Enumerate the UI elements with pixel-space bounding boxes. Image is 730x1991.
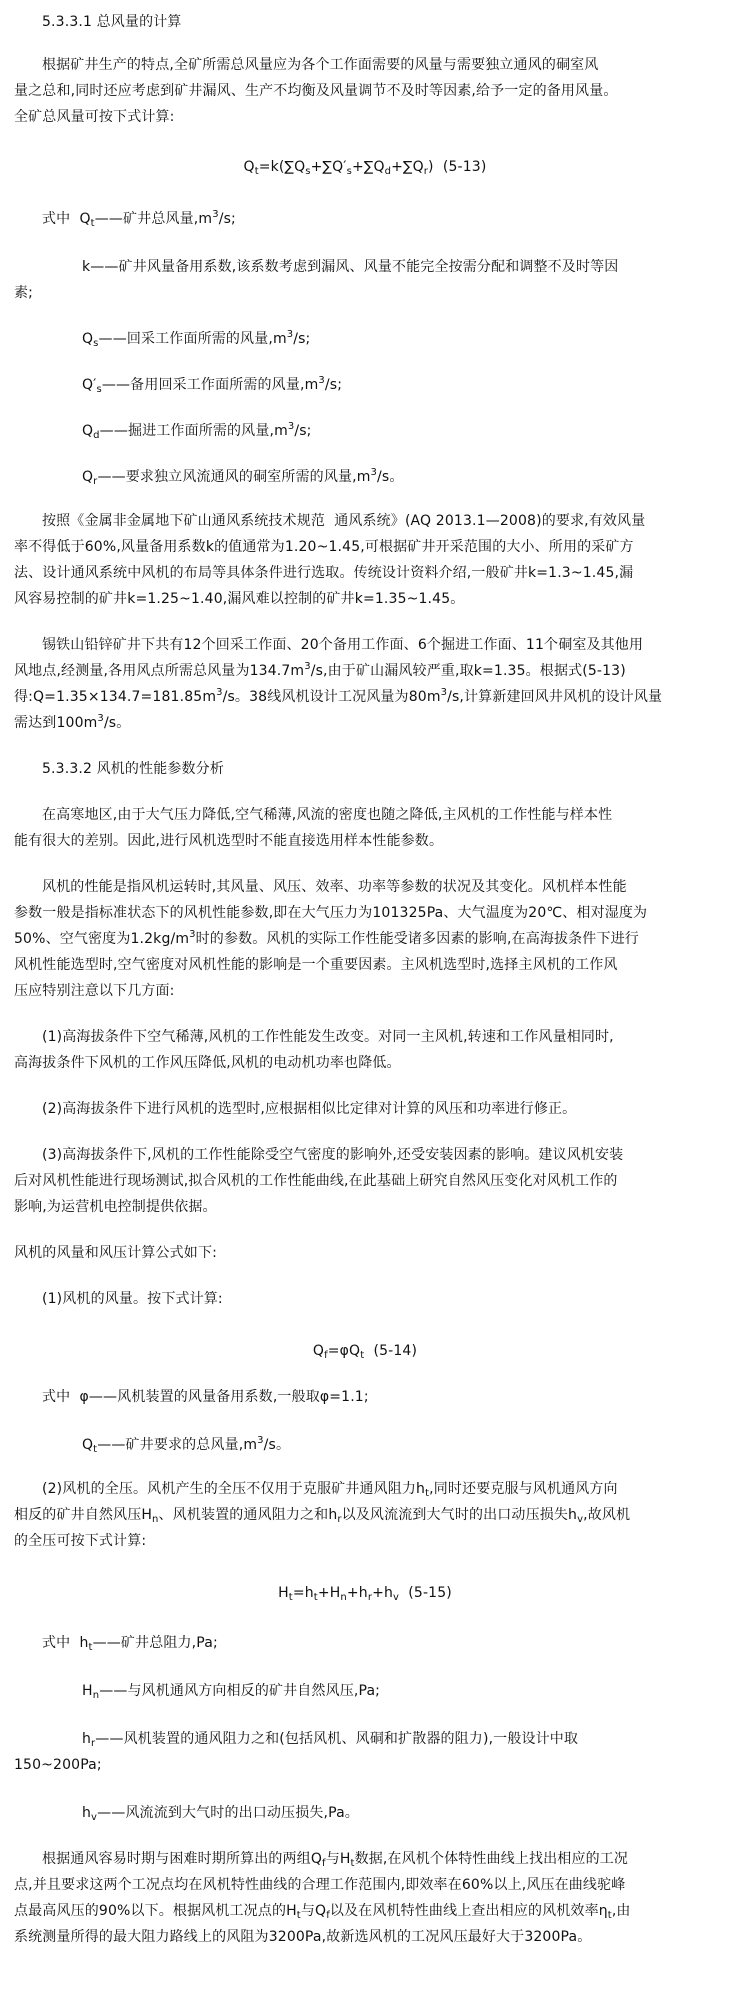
- definition-hn: $H_n——$与风机通风方向相反的矿井自然风压,Pa;: [82, 1683, 381, 1701]
- section-heading-5-3-3-2: 5.3.3.2 风机的性能参数分析: [42, 761, 224, 777]
- section-heading-5-3-3-1: 5.3.3.1 总风量的计算: [42, 14, 182, 30]
- paragraph-line: 点,并且要求这两个工况点均在风机特性曲线的合理工作范围内,即效率在60%以上,风压在曲线驼峰: [14, 1877, 626, 1893]
- list-item-1: (1)高海拔条件下空气稀薄,风机的工作性能发生改变。对同一主风机,转速和工作风量相同时,: [42, 1029, 614, 1045]
- paragraph-line: 风机的性能是指风机运转时,其风量、风压、效率、功率等参数的状况及其变化。风机样本性能: [42, 879, 627, 895]
- paragraph-line: 风机性能选型时,空气密度对风机性能的影响是一个重要因素。主风机选型时,选择主风机的工作风: [14, 957, 618, 973]
- definition-phi: 式中 φ——风机装置的风量备用系数,一般取φ=1.1;: [42, 1389, 369, 1405]
- paragraph-line: 相反的矿井自然风压$H_n$、风机装置的通风阻力之和$h_r$以及风流流到大气时的出口动压损失$h_v$,故风机: [14, 1507, 631, 1525]
- list-item-3-continued: 后对风机性能进行现场测试,拟合风机的工作性能曲线,在此基础上研究自然风压变化对风机工作的: [14, 1173, 618, 1189]
- definition-qs: $Q_s——$回采工作面所需的风量$,m^3/s$;: [82, 329, 311, 349]
- paragraph-line: 系统测量所得的最大阻力路线上的风阻为3200Pa,故新选风机的工况风压最好大于3200Pa。: [14, 1929, 592, 1945]
- paragraph-line: 全矿总风量可按下式计算:: [14, 109, 175, 125]
- paragraph-line: 50%、空气密度为$1.2kg/m^3$时的参数。风机的实际工作性能受诸多因素的影响,在高海拔条件下进行: [14, 929, 639, 947]
- paragraph-line: 风机的风量和风压计算公式如下:: [14, 1245, 217, 1261]
- definition-hr: $h_r——$风机装置的通风阻力之和(包括风机、风硐和扩散器的阻力),一般设计中取: [82, 1731, 579, 1749]
- paragraph-line: 需达到$100m^3/s$。: [14, 713, 131, 731]
- paragraph-line: 按照《金属非金属地下矿山通风系统技术规范 通风系统》(AQ 2013.1—2008)的要求,有效风量: [42, 513, 646, 529]
- paragraph-line: (1)风机的风量。按下式计算:: [42, 1291, 223, 1307]
- definition-k: k——矿井风量备用系数,该系数考虑到漏风、风量不能完全按需分配和调整不及时等因: [82, 259, 619, 275]
- paragraph-line: 风地点,经测量,各用风点所需总风量为$134.7m^3/s$,由于矿山漏风较严重,取k=1.35。根据式(5-13): [14, 661, 626, 679]
- definition-qt: 式中 $Q_t——$矿井总风量$,m^3/s$;: [42, 209, 236, 229]
- paragraph-line: 锡铁山铅锌矿井下共有12个回采工作面、20个备用工作面、6个掘进工作面、11个硐室及其他用: [42, 637, 644, 653]
- definition-k-continued: 素;: [14, 285, 34, 301]
- paragraph-line: 压应特别注意以下几方面:: [14, 983, 175, 999]
- paragraph-line: 根据通风容易时期与困难时期所算出的两组$Q_f$与$H_t$数据,在风机个体特性曲线上找出相应的工况: [42, 1851, 629, 1869]
- definition-hr-continued: 150~200Pa;: [14, 1757, 102, 1773]
- definition-qd: $Q_d——$掘进工作面所需的风量$,m^3/s$;: [82, 421, 312, 441]
- formula-5-14: $Q_f=\varphi Q_t$ (5-14): [312, 1343, 418, 1361]
- paragraph-line: 根据矿井生产的特点,全矿所需总风量应为各个工作面需要的风量与需要独立通风的硐室风: [42, 57, 599, 73]
- paragraph-line: (2)风机的全压。风机产生的全压不仅用于克服矿井通风阻力$h_t$,同时还要克服与风机通风方向: [42, 1481, 618, 1499]
- definition-qt: $Q_t——$矿井要求的总风量$,m^3/s$。: [82, 1435, 291, 1455]
- list-item-2: (2)高海拔条件下进行风机的选型时,应根据相似比定律对计算的风压和功率进行修正。: [42, 1101, 577, 1117]
- definition-hv: $h_v——$风流流到大气时的出口动压损失,Pa。: [82, 1805, 359, 1823]
- paragraph-line: 法、设计通风系统中风机的布局等具体条件进行选取。传统设计资料介绍,一般矿井k=1.3~1.45,漏: [14, 565, 634, 581]
- formula-5-15: $H_t=h_t+H_n+h_r+h_v$ (5-15): [278, 1585, 452, 1603]
- list-item-1-continued: 高海拔条件下风机的工作风压降低,风机的电动机功率也降低。: [14, 1055, 401, 1071]
- definition-qr: $Q_r——$要求独立风流通风的硐室所需的风量$,m^3/s$。: [82, 467, 404, 487]
- paragraph-line: 点最高风压的90%以下。根据风机工况点的$H_t$与$Q_f$以及在风机特性曲线上查出相应的风机效率$\eta_t$,由: [14, 1903, 631, 1921]
- paragraph-line: 风容易控制的矿井k=1.25~1.40,漏风难以控制的矿井k=1.35~1.45。: [14, 591, 465, 607]
- formula-5-13: $Q_t=k(\sum Q_s+\sum Q'_s+\sum Q_d+\sum Q_r)$ (5-13): [243, 159, 487, 177]
- list-item-3: (3)高海拔条件下,风机的工作性能除受空气密度的影响外,还受安装因素的影响。建议风机安装: [42, 1147, 624, 1163]
- paragraph-line: 能有很大的差别。因此,进行风机选型时不能直接选用样本性能参数。: [14, 833, 444, 849]
- paragraph-line: 量之总和,同时还应考虑到矿井漏风、生产不均衡及风量调节不及时等因素,给予一定的备用风量。: [14, 83, 618, 99]
- paragraph-line: 的全压可按下式计算:: [14, 1533, 147, 1549]
- list-item-3-continued: 影响,为运营机电控制提供依据。: [14, 1199, 217, 1215]
- paragraph-line: 参数一般是指标准状态下的风机性能参数,即在大气压力为101325Pa、大气温度为20℃、相对湿度为: [14, 905, 648, 921]
- definition-qs-prime: $Q'_s——$备用回采工作面所需的风量$,m^3/s$;: [82, 375, 343, 395]
- definition-ht: 式中 $h_t——$矿井总阻力,Pa;: [42, 1635, 218, 1653]
- paragraph-line: 在高寒地区,由于大气压力降低,空气稀薄,风流的密度也随之降低,主风机的工作性能与样本性: [42, 807, 613, 823]
- paragraph-line: 得$:Q=1.35\times 134.7=181.85m^3/s$。38线风机设计工况风量为$80m^3/s$,计算新建回风井风机的设计风量: [14, 687, 663, 705]
- paragraph-line: 率不得低于60%,风量备用系数k的值通常为1.20~1.45,可根据矿井开采范围的大小、所用的采矿方: [14, 539, 634, 555]
